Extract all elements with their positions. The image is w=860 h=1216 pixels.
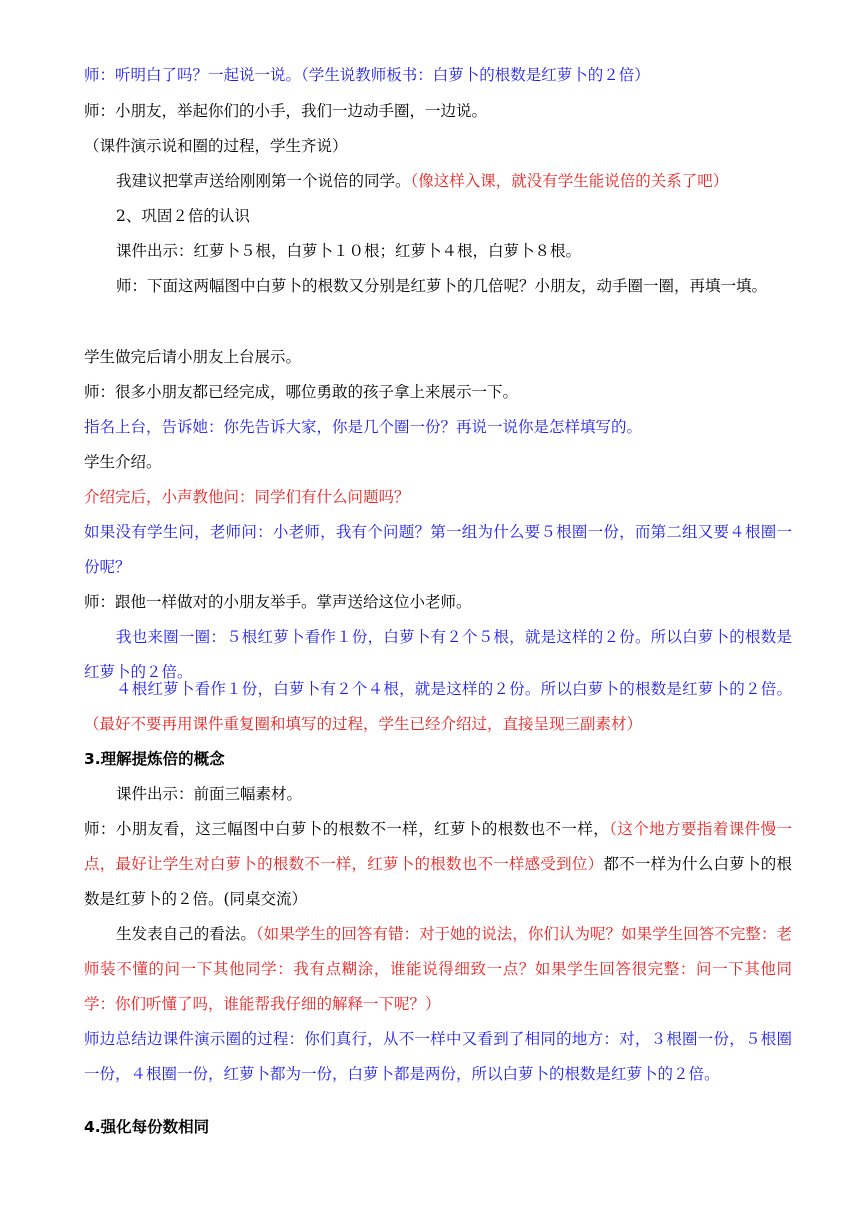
paragraph-13 [84,515,792,585]
paragraph-2 [84,94,792,129]
paragraph-10 [84,410,792,445]
paragraph-11 [84,445,792,480]
section-heading-text: 3.理解提炼倍的概念 [84,750,225,768]
paragraph-text: 师：小朋友看，这三幅图中白萝卜的根数不一样，红萝卜的根数也不一样， [84,820,610,838]
paragraph-text: 我也来圈一圈：５根红萝卜看作１份，白萝卜有２个５根，就是这样的２份。所以白萝卜的根数是红萝卜的２倍。 [84,628,792,681]
teacher-comment: （最好不要再用课件重复圈和填写的过程，学生已经介绍过，直接呈现三副素材） [84,715,643,733]
paragraph-4 [84,164,792,199]
paragraph-20 [84,917,792,1022]
paragraph-16 [84,672,792,742]
teacher-comment: （如果学生的回答有错：对于她的说法，你们认为呢？如果学生回答不完整：老师装不懂的问一下其他同学：我有点糊涂，谁能说得细致一点？如果学生回答很完整：问一下其他同学：你们听懂了吗，谁能帮我仔细的解释一下呢？） [84,925,792,1013]
paragraph-8 [84,340,792,375]
paragraph-text: 都不一样为什么白萝卜的根数是红萝卜的２倍。(同桌交流） [84,855,792,908]
paragraph-9 [84,375,792,410]
paragraph-7 [84,269,792,304]
paragraph-19 [84,812,792,917]
paragraph-text: 学生介绍。 [84,453,162,471]
paragraph-text: 师边总结边课件演示圈的过程：你们真行，从不一样中又看到了相同的地方：对，３根圈一份，５根圈一份，４根圈一份，红萝卜都为一份，白萝卜都是两份，所以白萝卜的根数是红萝卜的２倍。 [84,1030,792,1083]
paragraph-text: 师：小朋友，举起你们的小手，我们一边动手圈，一边说。 [84,102,488,120]
section-heading-4 [84,1110,792,1145]
paragraph-1 [84,58,792,93]
paragraph-text: 介绍完后，小声教他问：同学们有什么问题吗？ [84,488,410,506]
paragraph-text: 课件出示：红萝卜５根，白萝卜１０根；红萝卜４根，白萝卜８根。 [116,242,582,260]
paragraph-3 [84,129,792,164]
paragraph-text: 师：下面这两幅图中白萝卜的根数又分别是红萝卜的几倍呢？小朋友，动手圈一圈，再填一填。 [116,277,768,295]
paragraph-text: 生发表自己的看法。 [116,925,256,943]
paragraph-text: 师：跟他一样做对的小朋友举手。掌声送给这位小老师。 [84,593,472,611]
paragraph-14 [84,585,792,620]
section-heading-3 [84,742,792,777]
paragraph-21 [84,1022,792,1092]
paragraph-text: 指名上台，告诉她：你先告诉大家，你是几个圈一份？再说一说你是怎样填写的。 [84,418,643,436]
paragraph-text: 我建议把掌声送给刚刚第一个说倍的同学。 [116,172,411,190]
subheading-2 [84,199,792,234]
paragraph-text: 师：听明白了吗？一起说一说。（学生说教师板书：白萝卜的根数是红萝卜的２倍） [84,66,650,84]
teacher-comment: （像这样入课，就没有学生能说倍的关系了吧） [410,172,729,190]
paragraph-18 [84,777,792,812]
paragraph-text: ４根红萝卜看作１份，白萝卜有２个４根，就是这样的２份。所以白萝卜的根数是红萝卜的２倍。 [116,680,792,698]
paragraph-text: 学生做完后请小朋友上台展示。 [84,348,302,366]
paragraph-text: 师：很多小朋友都已经完成，哪位勇敢的孩子拿上来展示一下。 [84,383,519,401]
paragraph-text: 如果没有学生问，老师问：小老师，我有个问题？第一组为什么要５根圈一份，而第二组又要４根圈一份呢？ [84,523,792,576]
subheading-text: 2、巩固２倍的认识 [116,207,250,225]
teacher-comment: （这个地方要指着课件慢一点，最好让学生对白萝卜的根数不一样，红萝卜的根数也不一样感受到位） [84,820,792,873]
paragraph-12 [84,480,792,515]
paragraph-text: 课件出示：前面三幅素材。 [116,785,303,803]
paragraph-6 [84,234,792,269]
paragraph-text: （课件演示说和圈的过程，学生齐说） [84,137,348,155]
section-heading-text: 4.强化每份数相同 [84,1118,210,1136]
